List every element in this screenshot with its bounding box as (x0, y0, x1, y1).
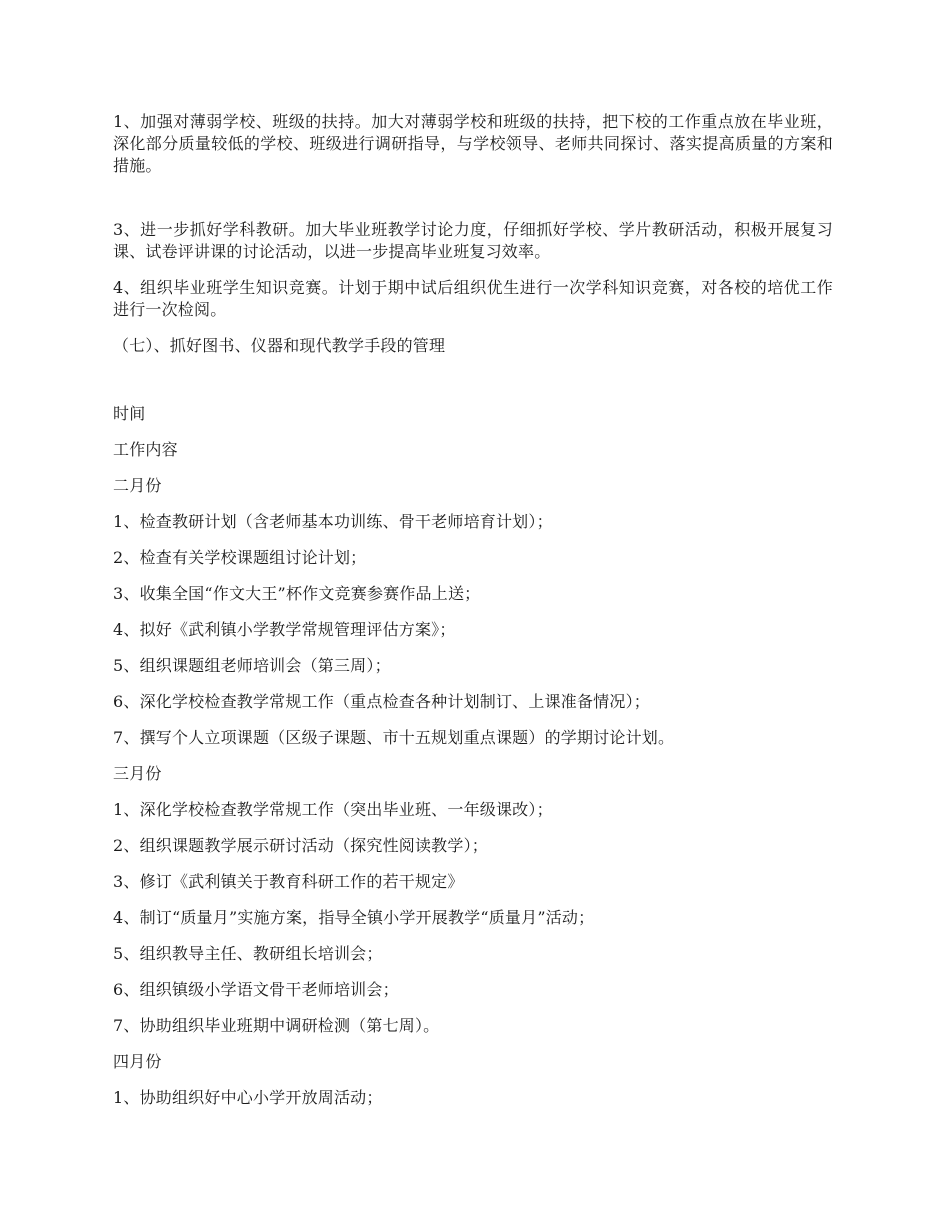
paragraph-subject-research: 3、进一步抓好学科教研。加大毕业班教学讨论力度，仔细抓好学校、学片教研活动，积极开展复习课、试卷评讲课的讨论活动，以进一步提高毕业班复习效率。 (113, 220, 833, 261)
month-heading-march: 三月份 (113, 764, 162, 783)
list-item: 3、收集全国“作文大王”杯作文竞赛参赛作品上送； (113, 584, 481, 603)
table-header-content: 工作内容 (113, 440, 178, 459)
paragraph-knowledge-competition: 4、组织毕业班学生知识竞赛。计划于期中试后组织优生进行一次学科知识竞赛，对各校的培优工作进行一次检阅。 (113, 278, 833, 319)
table-header-time: 时间 (113, 404, 146, 423)
list-item: 2、检查有关学校课题组讨论计划； (113, 548, 367, 567)
month-heading-february: 二月份 (113, 476, 162, 495)
list-item: 6、深化学校检查教学常规工作（重点检查各种计划制订、上课准备情况）； (113, 692, 650, 711)
list-item: 1、深化学校检查教学常规工作（突出毕业班、一年级课改）； (113, 800, 553, 819)
paragraph-support-weak-schools: 1、加强对薄弱学校、班级的扶持。加大对薄弱学校和班级的扶持，把下校的工作重点放在毕业班，深化部分质量较低的学校、班级进行调研指导，与学校领导、老师共同探讨、落实提高质量的方案和措施。 (113, 112, 833, 175)
list-item: 5、组织课题组老师培训会（第三周）； (113, 656, 391, 675)
list-item: 7、协助组织毕业班期中调研检测（第七周）。 (113, 1016, 440, 1035)
list-item: 7、撰写个人立项课题（区级子课题、市十五规划重点课题）的学期讨论计划。 (113, 728, 675, 747)
list-item: 4、制订“质量月”实施方案，指导全镇小学开展教学“质量月”活动； (113, 908, 595, 927)
list-item: 5、组织教导主任、教研组长培训会； (113, 944, 383, 963)
list-item: 4、拟好《武利镇小学教学常规管理评估方案》； (113, 620, 456, 639)
list-item: 2、组织课题教学展示研讨活动（探究性阅读教学）； (113, 836, 488, 855)
list-item: 3、修订《武利镇关于教育科研工作的若干规定》 (113, 872, 464, 891)
list-item: 1、协助组织好中心小学开放周活动； (113, 1088, 383, 1107)
list-item: 6、组织镇级小学语文骨干老师培训会； (113, 980, 399, 999)
document-page (113, 111, 833, 1123)
month-heading-april: 四月份 (113, 1052, 162, 1071)
list-item: 1、检查教研计划（含老师基本功训练、骨干老师培育计划）； (113, 512, 553, 531)
section-heading: （七）、抓好图书、仪器和现代教学手段的管理 (113, 336, 446, 355)
